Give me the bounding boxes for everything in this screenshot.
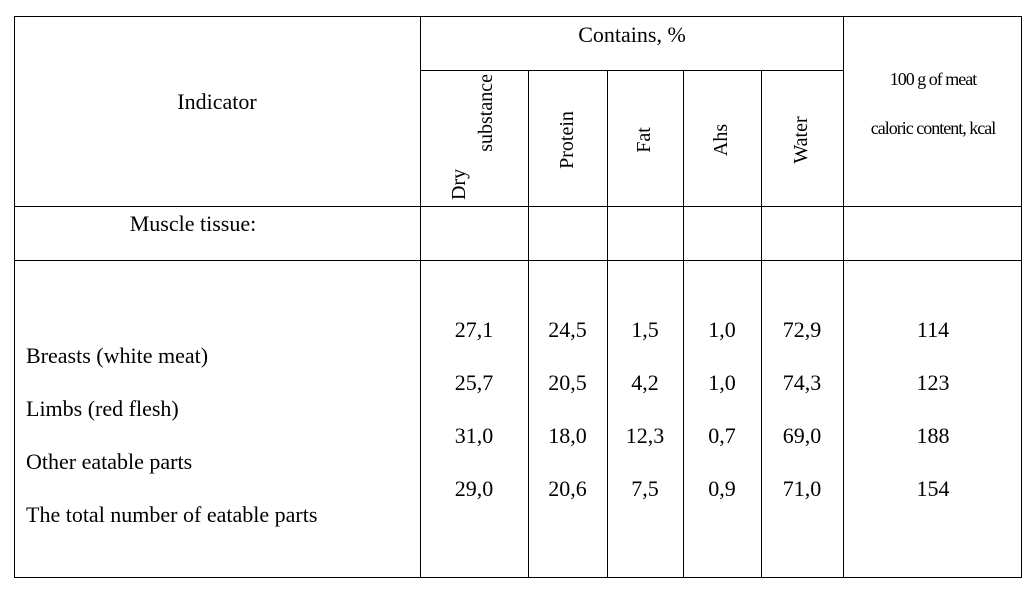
cell-ash: 1,0 [708, 317, 736, 342]
cell-kcal: 188 [916, 423, 950, 448]
header-caloric-line2: caloric content, kcal [870, 118, 996, 138]
cell-ash: 0,9 [708, 476, 736, 501]
header-caloric-line1: 100 g of meat [889, 69, 977, 89]
header-contains: Contains, % [578, 22, 686, 47]
section-muscle-tissue: Muscle tissue: [129, 211, 257, 236]
header-dry-line2: substance [475, 74, 497, 152]
header-fat: Fat [633, 127, 655, 153]
cell-fat: 1,5 [631, 317, 659, 342]
cell-kcal: 123 [916, 370, 950, 395]
nutrition-table [14, 16, 1022, 578]
cell-ash: 0,7 [708, 423, 736, 448]
cell-kcal: 114 [916, 317, 950, 342]
table-border-bottom [14, 577, 1022, 578]
cell-protein: 20,5 [548, 370, 587, 395]
row-divider-section [14, 260, 1022, 261]
cell-protein: 20,6 [548, 476, 587, 501]
cell-dry: 29,0 [454, 476, 494, 501]
header-protein: Protein [556, 111, 578, 169]
row-label: Breasts (white meat) [26, 343, 209, 368]
cell-dry: 25,7 [454, 370, 494, 395]
cell-water: 69,0 [782, 423, 822, 448]
header-dry-line1: Dry [448, 168, 470, 200]
cell-dry: 27,1 [454, 317, 494, 342]
row-label: Limbs (red flesh) [26, 396, 179, 421]
row-divider-contains [420, 70, 844, 71]
table-border-top [14, 16, 1022, 17]
cell-fat: 7,5 [631, 476, 659, 501]
cell-water: 74,3 [782, 370, 822, 395]
cell-fat: 12,3 [625, 423, 665, 448]
row-label: Other eatable parts [26, 449, 193, 474]
header-water: Water [790, 116, 812, 164]
row-label: The total number of eatable parts [26, 502, 318, 527]
header-ash: Ahs [710, 123, 732, 157]
cell-protein: 24,5 [548, 317, 587, 342]
cell-kcal: 154 [916, 476, 950, 501]
cell-ash: 1,0 [708, 370, 736, 395]
header-dry-substance [446, 74, 502, 222]
cell-protein: 18,0 [548, 423, 587, 448]
cell-fat: 4,2 [631, 370, 659, 395]
header-indicator: Indicator [177, 89, 257, 114]
cell-water: 71,0 [782, 476, 822, 501]
row-divider-header [14, 206, 1022, 207]
cell-water: 72,9 [782, 317, 822, 342]
cell-dry: 31,0 [454, 423, 494, 448]
